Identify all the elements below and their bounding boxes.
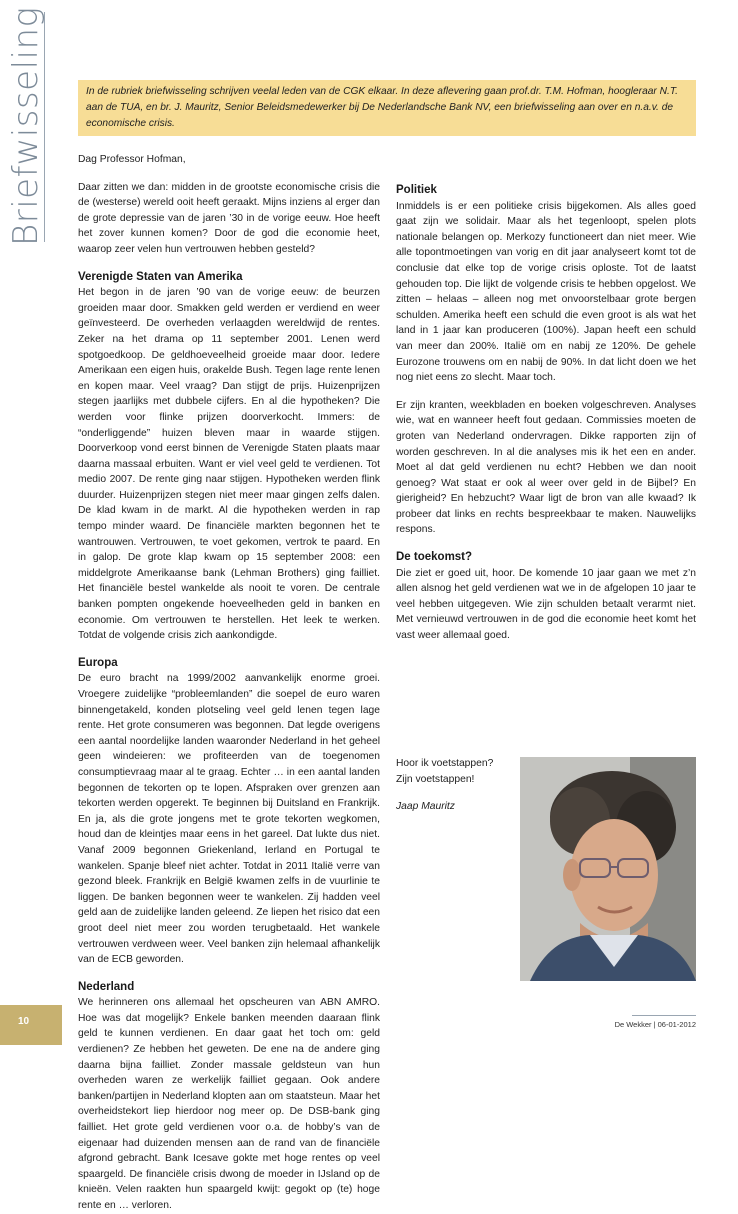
- opening-paragraph: Daar zitten we dan: midden in de grootste economische crisis die de (westerse) wereld ooit heeft geraakt. Mijns inziens al erger dan de grote depressie van de jaren ’30 in de vorige eeuw. Hoe heeft het zover kunnen komen? Door de god die economie heet, waarop zeer velen hun vertrouwen hebben gesteld?: [78, 181, 380, 255]
- heading-politiek: Politiek: [396, 184, 437, 196]
- footer-divider: [632, 1015, 696, 1016]
- heading-europa: Europa: [78, 656, 118, 669]
- heading-nederland: Nederland: [78, 980, 135, 993]
- author-photo: [520, 757, 696, 981]
- heading-verenigde-staten: Verenigde Staten van Amerika: [78, 270, 243, 283]
- footer-issue: De Wekker | 06-01-2012: [614, 1020, 696, 1029]
- paragraph-politiek: Inmiddels is er een politieke crisis bijgekomen. Als alles goed gaat zijn we solidair. Maar als het tegenloopt, spelen plots nationale belangen op. Merkozy functioneert dan niet meer. Wie alle topontmoetingen van vorig en dit jaar analyseert komt tot de conclusie dat elke top de vorige crisis oploste. Tot de laatst gehouden top. Die lijkt de volgende crisis te hebben opgelost. We zitten – helaas – alleen nog met onvoorstelbaar grote bergen schulden. Amerika heeft een schuld die even groot is als wat het land in 1 jaar kan produceren (100%). Japan heeft een schuld van meer dan 200%. Italië om en nabij ze 120%. De gehele Eurozone trouwens om en nabij de 90%. In dat licht doen we het nog niet eens zo slecht. Maar toch.: [396, 200, 696, 384]
- paragraph-toekomst: Die ziet er goed uit, hoor. De komende 10 jaar gaan we met z’n allen alsnog het geld verdienen wat we in de afgelopen 10 jaar te veel hebben uitgegeven. Wie zijn schulden betaalt verarmt niet. Met vernieuwd vertrouwen in de god die economie heet komt het vast weer allemaal goed.: [396, 567, 696, 642]
- intro-box: In de rubriek briefwisseling schrijven veelal leden van de CGK elkaar. In deze aflevering gaan prof.dr. T.M. Hofman, hoogleraar N.T. aan de TUA, en br. J. Mauritz, Senior Beleidsmedewerker bij De Nederlandsche Bank NV, een briefwisseling aan over en n.a.v. de economische crisis.: [78, 80, 696, 136]
- page-number-tab: [0, 1005, 62, 1045]
- paragraph-verenigde-staten: Het begon in de jaren ’90 van de vorige eeuw: de beurzen groeiden maar door. Smakken geld werden er verdiend en weer geïnvesteerd. De overheden verlaagden wereldwijd de rentes. Zeker na het drama op 11 september 2001. Lenen werd spotgoedkoop. De geldhoeveelheid groeide maar door. Iedere Amerikaan een eigen huis, orakelde Bush. Tegen lage rente lenen en kopen maar. Veel vraag? Dan stijgt de prijs. Huizenprijzen stegen jaarlijks met dubbele cijfers. En al die hypotheken? Die werden voor flinke prijzen doorverkocht. Immers: de “onderliggende” huizen bleven maar in waarde stijgen. Doorverkoop vond eerst binnen de Verenigde Staten plaats maar daarna massaal erbuiten. Want er viel veel geld te verdienen. Tot medio 2007. De rente ging naar stijgen. Hypotheken werden flink duurder. Huizenprijzen stegen niet meer maar gingen zelfs dalen. De klad kwam in de markt. Al die hypotheken werden in rap tempo minder waard. De financiële markten begonnen het te wantrouwen. Vertrouwen, te voet gekomen, vertrok te paard. En in galop. De grote klap kwam op 15 september 2008: een middelgrote Amerikaanse bank (Lehman Brothers) ging failliet. Het financiële bestel wankelde als nooit te voren. De centrale banken pompten ongekende hoeveelheden geld in banken en economie. Om vertrouwen te herstellen. Het leek te werken. Totdat de volgende crisis zich aankondigde.: [78, 287, 380, 642]
- section-label: Briefwisseling: [6, 6, 46, 246]
- paragraph-europa: De euro bracht na 1999/2002 aanvankelijk enorme groei. Vroegere zuidelijke “probleemlanden” die soepel de euro waren binnengetakeld, konden plotseling veel geld lenen tegen lage rente. Het grote consumeren was begonnen. Dat legde overigens een aantal noordelijke landen waaronder Nederland in het geheel geen windeieren: we profiteerden van de toegenomen consumptievraag maar al te graag. Echter … in een aantal landen begonnen de tekorten op te lopen. Afspraken over grenzen aan tekorten werden opgerekt. Te beginnen bij Duitsland en Frankrijk. En ja, als die grote jongens met te grote tekorten wegkomen, houd dan de kleintjes maar eens in het gareel. Dat lukte dus niet. Vanaf 2009 begonnen Griekenland, Ierland en Portugal te wankelen. Spanje bleef niet achter. Totdat in 2011 Italië verre van gezond bleek. Frankrijk en België kwamen zelfs in de vuurlinie te liggen. De banken begonnen weer te wankelen. Zij hadden veel geld aan de zuidelijke landen geleend. Ze liepen het risico dat een groot deel niet meer zou worden terugbetaald. Het wankele vertrouwen verdween weer. Veel banken zijn helemaal afhankelijk van de ECB geworden.: [78, 673, 380, 966]
- signature: Jaap Mauritz: [396, 801, 455, 813]
- heading-toekomst: De toekomst?: [396, 551, 473, 564]
- closing-line-1: Hoor ik voetstappen?: [396, 758, 494, 769]
- portrait-illustration: [520, 757, 696, 981]
- salutation: Dag Professor Hofman,: [78, 154, 186, 165]
- page-number: 10: [18, 1016, 30, 1027]
- article-column-right: [396, 183, 696, 656]
- paragraph-analyses: Er zijn kranten, weekbladen en boeken volgeschreven. Analyses wie, wat en wanneer heeft fout gedaan. Commissies moeten de groten van Nederland ondervragen. Dikke rapporten zijn of worden geschreven. In al die analyses mis ik het een en ander. Moet al dat geld verdienen nu echt? Hebben we dan nooit genoeg? Wat staat er ook al weer over geld in de Bijbel? En gierigheid? En hebzucht? Waar ligt de bron van alle kwaad? Ik probeer dat links en rechts bespreekbaar te maken. Nauwelijks respons.: [396, 399, 696, 536]
- closing-block: [396, 756, 516, 815]
- paragraph-nederland: We herinneren ons allemaal het opscheuren van ABN AMRO. Hoe was dat mogelijk? Enkele banken meenden daaraan flink geld te kunnen verdienen. En daar gaat het toch om: geld verdienen? Ze hebben het geweten. De ene na de andere ging daarna bijna failliet. Zonder massale geldsteun van hun overheden waren ze werkelijk failliet gegaan. Ook andere banken/partijen in Nederland klopten aan om staatsteun. Maar het overheidstekort liep hierdoor nog meer op. De DSB-bank ging failliet. Het grote geld verdienen voor o.a. de hobby’s van de eigenaar had duizenden mensen aan de rand van de financiële afgrond gebracht. Bank Icesave gokte met hoge rentes op veel spaargeld. De financiële crisis dwong de moeder in IJsland op de knieën. Velen raakten hun spaargeld kwijt: gegokt op (te) hoge rente en … verloren.: [78, 997, 380, 1211]
- closing-line-2: Zijn voetstappen!: [396, 773, 475, 785]
- article-column-left: [78, 152, 380, 1214]
